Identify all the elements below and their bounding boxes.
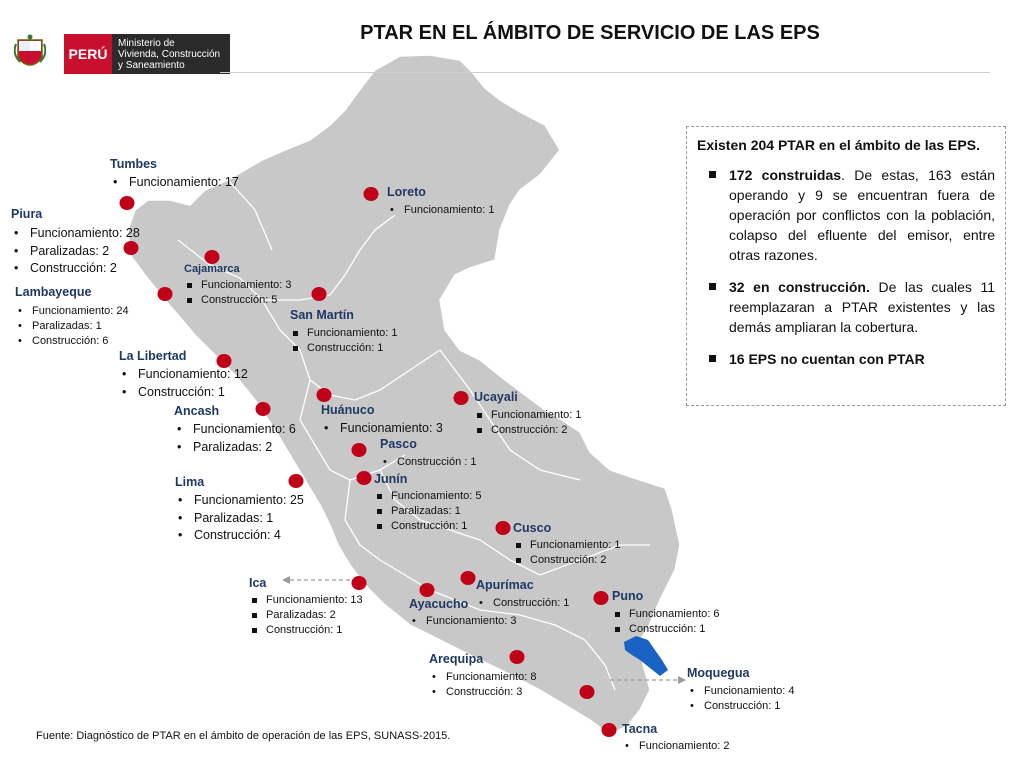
stat-item: Funcionamiento: 1 [474,408,582,423]
stat-item: • Paralizadas: 2 [174,439,296,457]
stat-item: • Funcionamiento: 28 [11,225,140,243]
region-stats-pasco [380,455,476,470]
stat-item: Funcionamiento: 3 [184,278,292,293]
ptar-marker-cusco [496,521,511,535]
ptar-marker-apur-mac [461,571,476,585]
stat-item: Construcción: 2 [474,423,582,438]
ptar-marker-tumbes [120,196,135,210]
region-stats-tacna [622,739,730,754]
stat-item: • Paralizadas: 1 [15,319,129,334]
stat-item: Funcionamiento: 5 [374,489,482,504]
region-stats-ica [249,593,363,638]
region-label-lima: Lima [175,475,205,489]
stat-item: • Paralizadas: 2 [11,243,140,261]
title-divider [220,72,990,73]
stat-item: • Funcionamiento: 4 [687,684,795,699]
ministry-name [112,34,230,74]
summary-point-text: . De estas, 163 están operando y 9 se encuentran fuera de operación por conflictos con la población, colapso del efluente del emisor, entre otras razones. [729,167,995,263]
region-stats-arequipa [429,670,537,700]
region-stats-apurimac [476,596,569,611]
region-label-huanuco: Huánuco [321,403,375,417]
ministry-line-1: Ministerio de [118,38,175,49]
region-stats-tumbes [110,174,239,192]
region-stats-cajamarca [184,278,292,308]
region-stats-huanuco [321,420,443,438]
region-label-loreto: Loreto [387,185,426,199]
region-label-ucayali: Ucayali [474,390,518,404]
summary-box [686,126,1006,406]
ptar-marker-tacna [602,723,617,737]
ministry-line-2: Vivienda, Construcción [118,49,221,60]
stat-item: Funcionamiento: 1 [290,326,398,341]
ptar-marker-puno [594,591,609,605]
region-stats-cusco [513,538,621,568]
stat-item: • Construcción : 1 [380,455,476,470]
stat-item: • Paralizadas: 1 [175,510,304,528]
stat-item: Construcción: 1 [374,519,482,534]
region-label-ancash: Ancash [174,404,220,418]
ptar-marker-ica [352,576,367,590]
region-label-tumbes: Tumbes [110,157,157,171]
region-label-la-libertad: La Libertad [119,349,187,363]
region-stats-junin [374,489,482,534]
stat-item: • Construcción: 2 [11,260,140,278]
region-stats-moquegua [687,684,795,714]
stat-item: Construcción: 1 [290,341,398,356]
stat-item: Funcionamiento: 13 [249,593,363,608]
coat-of-arms-icon [14,34,46,74]
stat-item: • Funcionamiento: 3 [321,420,443,438]
region-label-puno: Puno [612,589,644,603]
region-label-piura: Piura [11,207,43,221]
summary-point-text: De las cuales 11 reemplazaran a PTAR existentes y las demás ampliaran la cobertura. [729,279,995,335]
summary-point [697,349,995,369]
stat-item: • Construcción: 1 [476,596,569,611]
region-stats-lambayeque [15,304,129,349]
ptar-marker-ucayali [454,391,469,405]
peru-label: PERÚ [64,34,112,74]
ministry-line-3: y Saneamiento [118,60,185,71]
stat-item: • Funcionamiento: 3 [409,614,517,629]
stat-item: • Construcción: 4 [175,527,304,545]
region-stats-ayacucho [409,614,517,629]
page-title: PTAR EN EL ÁMBITO DE SERVICIO DE LAS EPS [360,22,820,44]
stat-item: Construcción: 1 [612,622,720,637]
stat-item: Construcción: 5 [184,293,292,308]
stat-item: • Construcción: 3 [429,685,537,700]
ica-arrow-head [282,576,290,584]
region-label-pasco: Pasco [380,437,417,451]
ptar-marker-jun-n [357,471,372,485]
stat-item: Paralizadas: 2 [249,608,363,623]
ptar-marker-san-mart-n [312,287,327,301]
region-label-cusco: Cusco [513,521,552,535]
stat-item: Construcción: 2 [513,553,621,568]
stat-item: • Funcionamiento: 25 [175,492,304,510]
region-stats-la-libertad [119,366,248,401]
summary-point [697,277,995,337]
region-stats-ancash [174,421,296,456]
stat-item: • Funcionamiento: 2 [622,739,730,754]
region-stats-puno [612,607,720,637]
region-label-moquegua: Moquegua [687,666,750,680]
ptar-marker-hu-nuco [317,388,332,402]
ptar-marker-cajamarca [205,250,220,264]
region-label-tacna: Tacna [622,722,658,736]
stat-item: • Funcionamiento: 17 [110,174,239,192]
region-label-san-martin: San Martín [290,308,354,322]
stat-item: • Construcción: 6 [15,334,129,349]
region-stats-loreto [387,203,495,218]
region-stats-san-martin [290,326,398,356]
ptar-marker-pasco [352,443,367,457]
ptar-marker-ayacucho [420,583,435,597]
stat-item: Paralizadas: 1 [374,504,482,519]
stat-item: Construcción: 1 [249,623,363,638]
summary-point-bold: 172 construidas [729,167,842,183]
region-label-junin: Junín [374,472,408,486]
stat-item: • Construcción: 1 [687,699,795,714]
stat-item: Funcionamiento: 6 [612,607,720,622]
stat-item: • Funcionamiento: 12 [119,366,248,384]
ptar-marker-lambayeque [158,287,173,301]
moquegua-arrow-head [678,676,686,684]
ptar-marker-lima [289,474,304,488]
summary-point [697,165,995,265]
summary-point-bold: 32 en construcción. [729,279,870,295]
stat-item: • Funcionamiento: 8 [429,670,537,685]
ptar-marker-arequipa [510,650,525,664]
region-stats-piura [11,225,140,278]
ptar-marker-loreto [364,187,379,201]
ministry-logo [14,34,221,74]
region-label-apurimac: Apurímac [476,578,534,592]
ptar-marker-moquegua [580,685,595,699]
stat-item: • Funcionamiento: 24 [15,304,129,319]
stat-item: Funcionamiento: 1 [513,538,621,553]
stat-item: • Construcción: 1 [119,384,248,402]
stat-item: • Funcionamiento: 1 [387,203,495,218]
region-stats-ucayali [474,408,582,438]
source-note: Fuente: Diagnóstico de PTAR en el ámbito de operación de las EPS, SUNASS-2015. [36,730,451,742]
region-label-cajamarca: Cajamarca [184,263,240,275]
summary-point-bold: 16 EPS no cuentan con PTAR [729,351,925,367]
region-label-lambayeque: Lambayeque [15,285,92,299]
region-label-ayacucho: Ayacucho [409,597,469,611]
region-label-ica: Ica [249,576,267,590]
ptar-marker-ancash [256,402,271,416]
region-stats-lima [175,492,304,545]
stat-item: • Funcionamiento: 6 [174,421,296,439]
region-label-arequipa: Arequipa [429,652,484,666]
summary-heading: Existen 204 PTAR en el ámbito de las EPS. [697,137,980,153]
